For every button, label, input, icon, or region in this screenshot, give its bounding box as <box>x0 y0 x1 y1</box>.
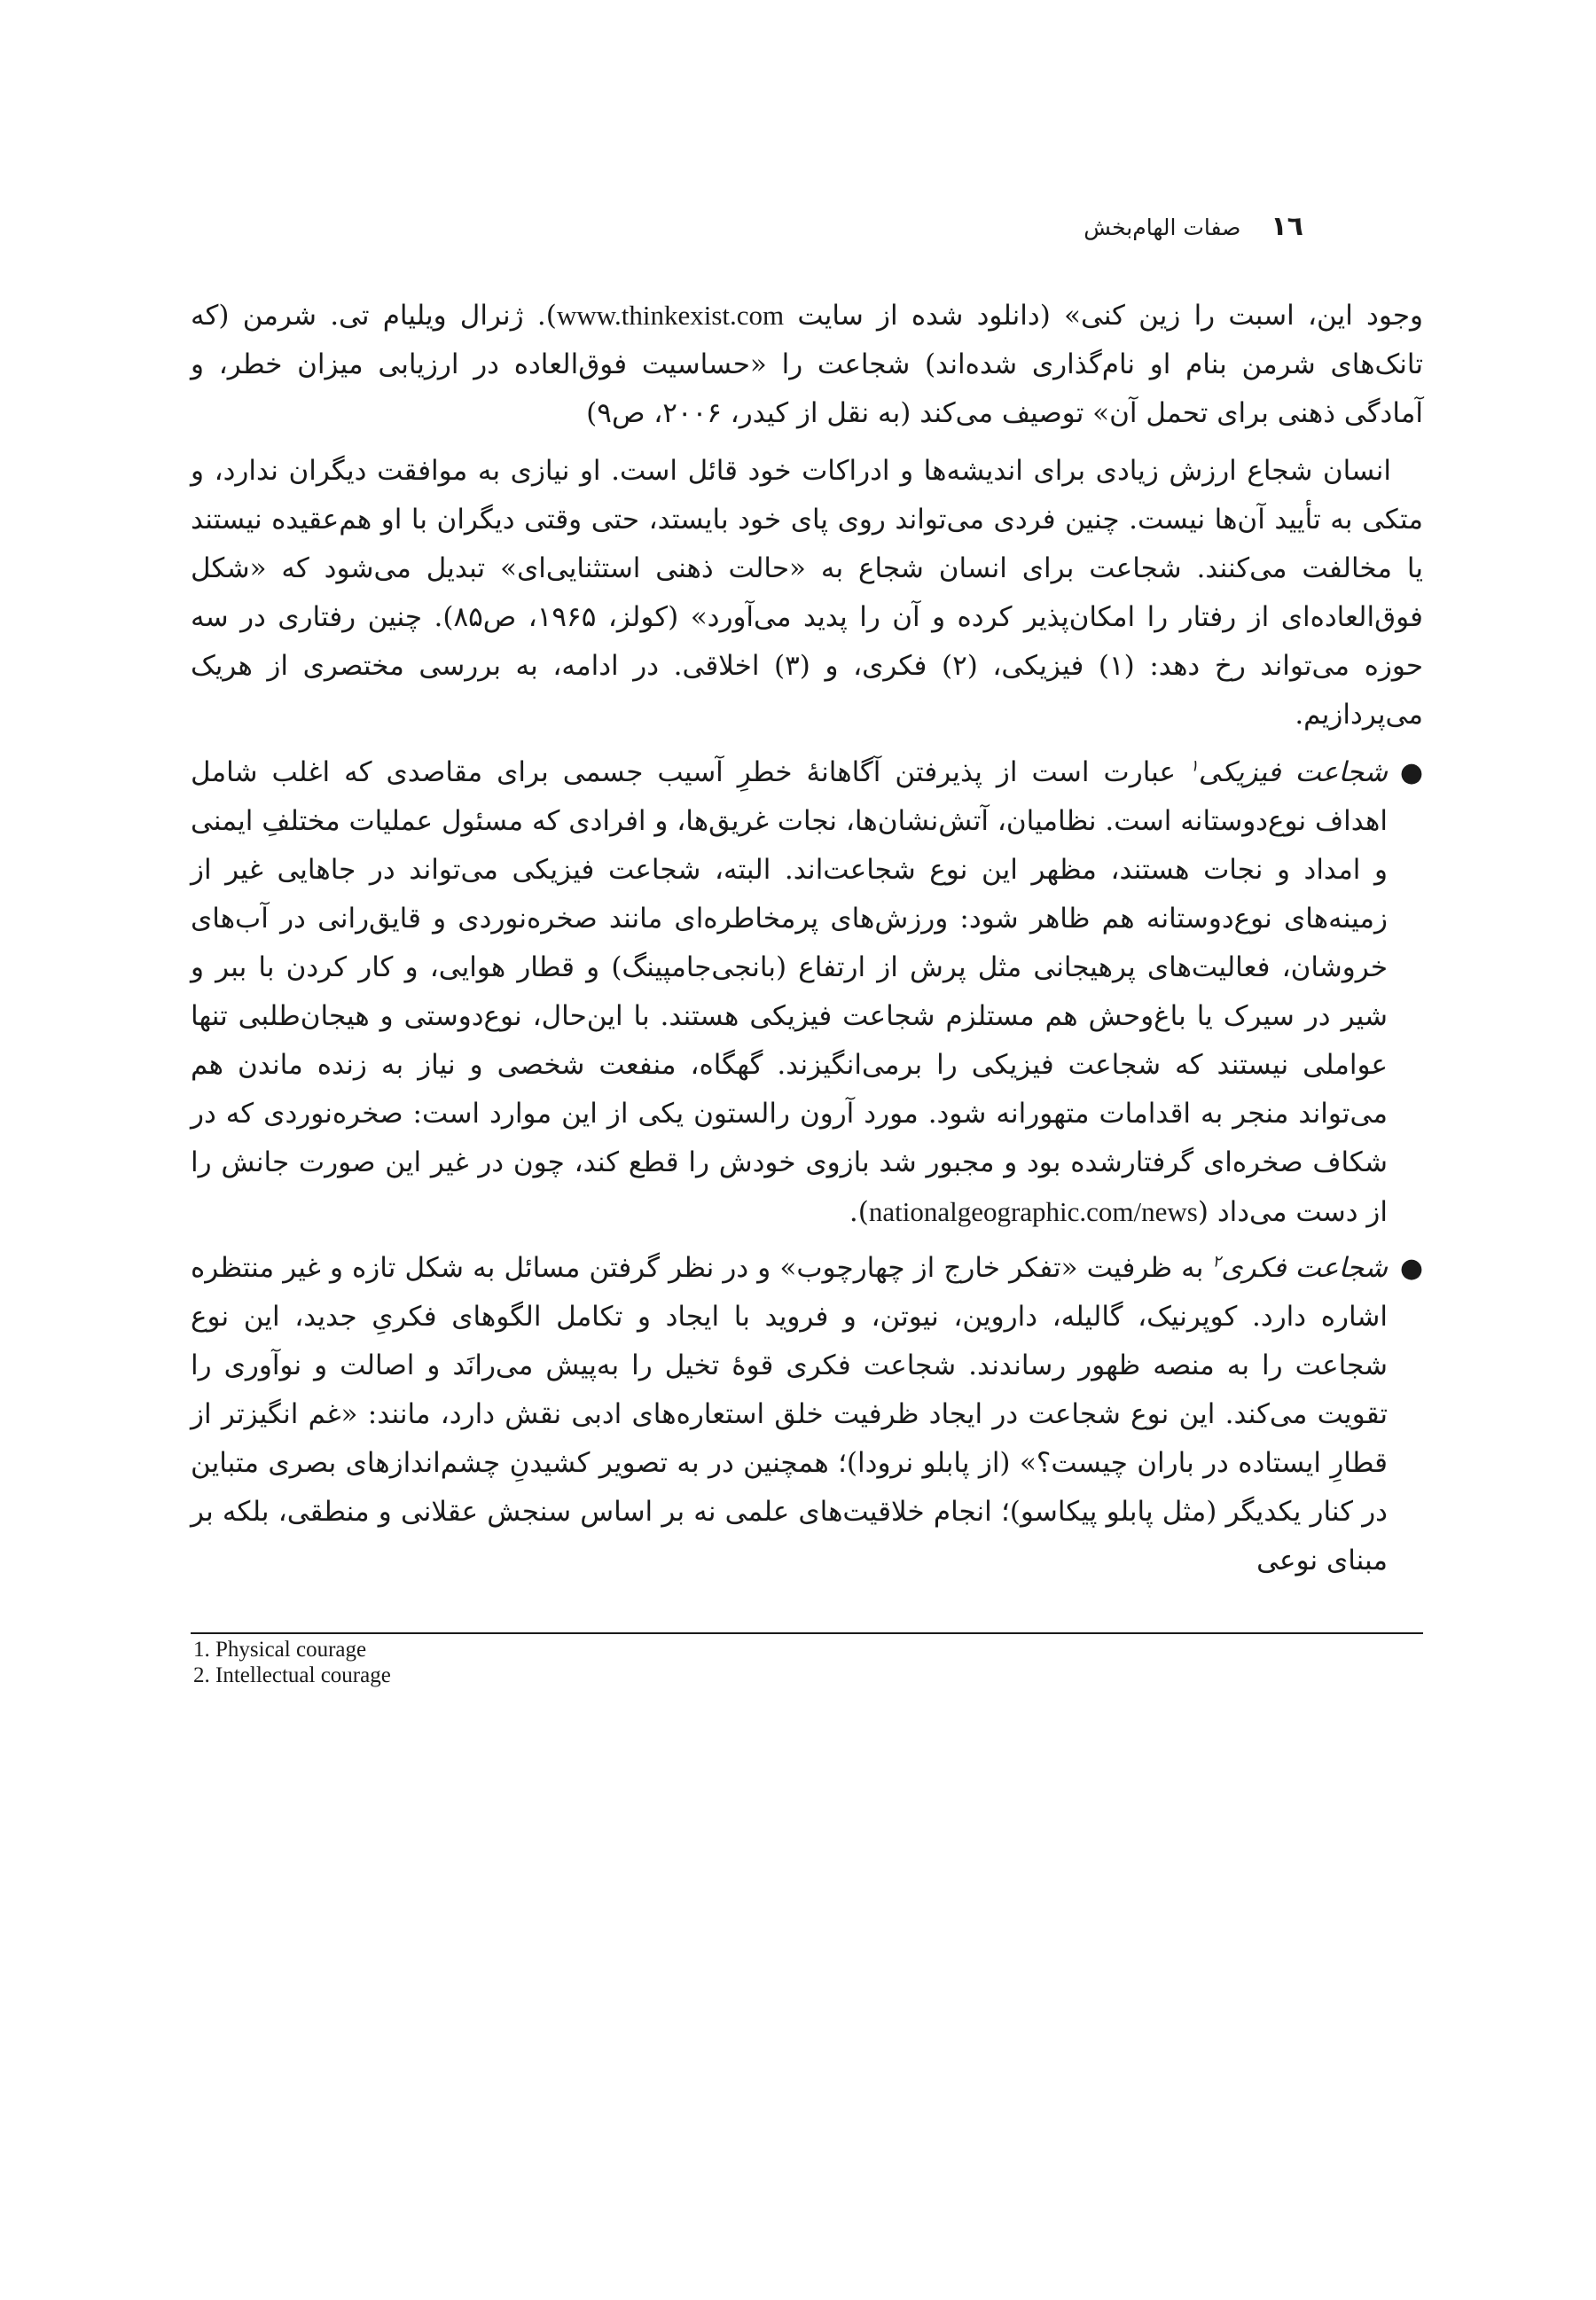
footnote-ref-1: ۱ <box>1190 756 1199 776</box>
list-item-physical-courage <box>191 748 1423 1237</box>
footnote-ref-2: ۲ <box>1212 1252 1222 1271</box>
footnote-divider <box>191 1632 1423 1634</box>
paragraph-1-text-b: ). ژنرال ویلیام تی. شرمن (که تانک‌های شرمن بنام او نام‌گذاری شده‌اند) شجاعت را «حساسیت فوق‌العاده در ارزیابی میزان خطر، و آمادگی ذهنی برای تحمل آن» توصیف می‌کند (به نقل از کیدر، ۲۰۰۶، ص۹) <box>191 300 1423 429</box>
main-text <box>191 291 1423 1592</box>
footnote-2: 2. Intellectual courage <box>193 1663 391 1687</box>
natgeo-url: nationalgeographic.com/news <box>868 1196 1198 1227</box>
paragraph-1-text-a: وجود این، اسبت را زین کنی» (دانلود شده از سایت <box>784 300 1423 332</box>
page-number: ١٦ <box>1271 211 1303 242</box>
term-physical-courage: شجاعت فیزیکی <box>1198 756 1388 788</box>
bullet-icon: ● <box>1399 757 1423 788</box>
page-header <box>1084 211 1303 242</box>
term-intellectual-courage: شجاعت فکری <box>1221 1252 1389 1284</box>
footnotes <box>193 1637 391 1688</box>
paragraph-2: انسان شجاع ارزش زیادی برای اندیشه‌ها و ادراکات خود قائل است. او نیازی به موافقت دیگران ندارد، و متکی به تأیید آن‌ها نیست. چنین فردی می‌تواند روی پای خود بایستد، حتی وقتی دیگران با او هم‌عقیده نیستند یا مخالفت می‌کنند. شجاعت برای انسان شجاع به «حالت ذهنی استثنایی‌ای» تبدیل می‌شود که «شکل فوق‌العاده‌ای از رفتار را امکان‌پذیر کرده و آن را پدید می‌آورد» (کولز، ۱۹۶۵، ص۸۵). چنین رفتاری در سه حوزه می‌تواند رخ دهد: (۱) فیزیکی، (۲) فکری، و (۳) اخلاقی. در ادامه، به بررسی مختصری از هریک می‌پردازیم. <box>191 455 1423 731</box>
thinkexist-url: www.thinkexist.com <box>556 300 785 331</box>
paragraph-1 <box>191 291 1423 438</box>
intellectual-courage-text: به ظرفیت «تفکر خارج از چهارچوب» و در نظر گرفتن مسائل به شکل تازه و غیر منتظره اشاره دارد. کوپرنیک، گالیله، داروین، نیوتن، و فروید با ایجاد و تکامل الگوهای فکریِ جدید، این نوع شجاعت را به منصه ظهور رساندند. شجاعت فکری قوهٔ تخیل را به‌پیش می‌رانَد و اصالت و نوآوری را تقویت می‌کند. این نوع شجاعت در ایجاد ظرفیت خلق استعاره‌های ادبی نقش دارد، مانند: «غم انگیزتر از قطارِ ایستاده در باران چیست؟» (از پابلو نرودا)؛ همچنین در به تصویر کشیدنِ چشم‌اندازهای بصری متباین در کنار یکدیگر (مثل پابلو پیکاسو)؛ انجام خلاقیت‌های علمی نه بر اساس سنجش عقلانی و منطقی، بلکه بر مبنای نوعی <box>191 1252 1388 1576</box>
courage-types-list <box>191 748 1423 1585</box>
footnote-1: 1. Physical courage <box>193 1638 367 1662</box>
running-title: صفات الهام‌بخش <box>1084 215 1241 240</box>
physical-courage-text: عبارت است از پذیرفتن آگاهانهٔ خطرِ آسیب جسمی برای مقاصدی که اغلب شامل اهداف نوع‌دوستانه است. نظامیان، آتش‌نشان‌ها، نجات غریق‌ها، و افرادی که مسئول عملیات مختلفِ ایمنی و امداد و نجات هستند، مظهر این نوع شجاعت‌اند. البته، شجاعت فیزیکی می‌تواند در جاهایی غیر از زمینه‌های نوع‌دوستانه هم ظاهر شود: ورزش‌های پرمخاطره‌ای مانند صخره‌نوردی و قایق‌رانی در آب‌های خروشان، فعالیت‌های پرهیجانی مثل پرش از ارتفاع (بانجی‌جامپینگ) و قطار هوایی، و کار کردن با ببر و شیر در سیرک یا باغ‌وحش هم مستلزم شجاعت فیزیکی هستند. با این‌حال، نوع‌دوستی و هیجان‌طلبی تنها عواملی نیستند که شجاعت فیزیکی را برمی‌انگیزند. گهگاه، منفعت شخصی و نیاز به زنده ماندن هم می‌تواند منجر به اقدامات متهورانه شود. مورد آرون رالستون یکی از این موارد است: صخره‌نوردی که در شکاف صخره‌ای گرفتارشده بود و مجبور شد بازوی خودش را قطع کند، چون در غیر این صورت جانش را از دست می‌داد ( <box>191 756 1388 1228</box>
physical-courage-tail: ). <box>849 1196 869 1228</box>
bullet-icon: ● <box>1399 1253 1423 1284</box>
list-item-intellectual-courage <box>191 1244 1423 1585</box>
